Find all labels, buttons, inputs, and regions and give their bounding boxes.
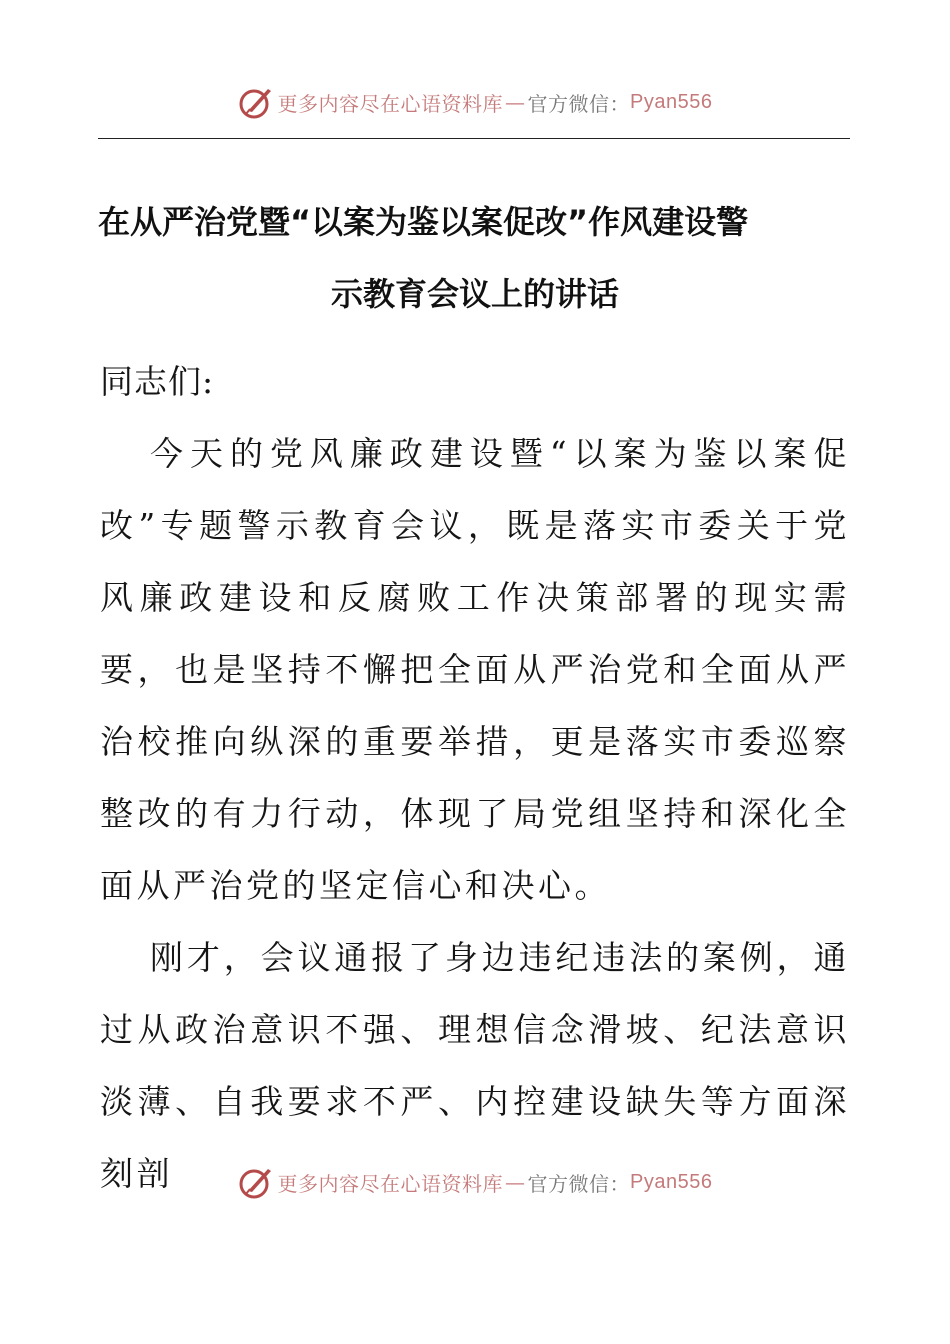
quill-logo-icon [238,1164,274,1200]
paragraph-2: 刚才，会议通报了身边违纪违法的案例，通过从政治意识不强、理想信念滑坡、纪法意识淡薄、自我要求不严、内控建设缺失等方面深刻剖 [100,938,850,1193]
title-line-1: 在从严治党暨“以案为鉴以案促改”作风建设警 [98,203,749,241]
banner-dash: — [505,1170,526,1194]
wechat-label: 官方微信： [527,1171,631,1196]
document-title [98,186,852,330]
paragraph-1: 今天的党风廉政建设暨“以案为鉴以案促改”专题警示教育会议，既是落实市委关于党风廉政建设和反腐败工作决策部署的现实需要，也是坚持不懈把全面从严治党和全面从严治校推向纵深的重要举措，更是落实市委巡察整改的有力行动，体现了局党组坚持和深化全面从严治党的坚定信心和决心。 [100,434,850,905]
wechat-label: 官方微信： [527,91,631,116]
banner-dash: — [505,90,526,114]
wechat-id: Pyan556 [630,1170,713,1193]
document-body [100,346,850,1210]
header-divider [98,138,850,139]
banner-text: 更多内容尽在心语资料库 [277,91,504,116]
header-banner [0,72,950,132]
footer-banner [0,1152,950,1212]
banner-text: 更多内容尽在心语资料库 [277,1171,504,1196]
quill-logo-icon [238,84,274,120]
title-line-2: 示教育会议上的讲话 [330,275,619,313]
wechat-id: Pyan556 [630,90,713,113]
salutation: 同志们: [100,362,215,401]
